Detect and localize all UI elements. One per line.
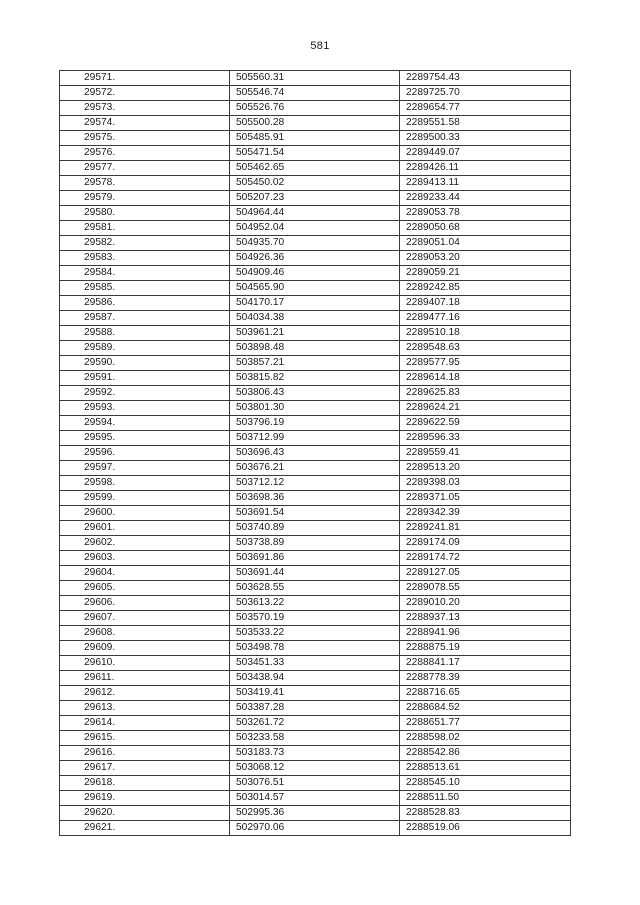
table-row <box>60 221 571 236</box>
northing-cell: 2288778.39 <box>400 671 571 686</box>
table-row <box>60 416 571 431</box>
point-number-cell: 29596. <box>60 446 230 461</box>
easting-cell: 504909.46 <box>230 266 400 281</box>
northing-cell: 2288941.96 <box>400 626 571 641</box>
northing-cell: 2288598.02 <box>400 731 571 746</box>
table-row <box>60 821 571 836</box>
northing-cell: 2288875.19 <box>400 641 571 656</box>
table-row <box>60 176 571 191</box>
table-row <box>60 671 571 686</box>
table-row <box>60 551 571 566</box>
easting-cell: 502995.36 <box>230 806 400 821</box>
easting-cell: 503570.19 <box>230 611 400 626</box>
point-number-cell: 29587. <box>60 311 230 326</box>
easting-cell: 503815.82 <box>230 371 400 386</box>
northing-cell: 2289625.83 <box>400 386 571 401</box>
northing-cell: 2289174.09 <box>400 536 571 551</box>
point-number-cell: 29616. <box>60 746 230 761</box>
easting-cell: 503801.30 <box>230 401 400 416</box>
table-row <box>60 251 571 266</box>
northing-cell: 2289725.70 <box>400 86 571 101</box>
easting-cell: 503068.12 <box>230 761 400 776</box>
easting-cell: 503806.43 <box>230 386 400 401</box>
northing-cell: 2289477.16 <box>400 311 571 326</box>
table-row <box>60 86 571 101</box>
point-number-cell: 29586. <box>60 296 230 311</box>
northing-cell: 2289050.68 <box>400 221 571 236</box>
table-row <box>60 686 571 701</box>
northing-cell: 2289053.20 <box>400 251 571 266</box>
northing-cell: 2288684.52 <box>400 701 571 716</box>
point-number-cell: 29589. <box>60 341 230 356</box>
easting-cell: 503740.89 <box>230 521 400 536</box>
table-row <box>60 461 571 476</box>
table-row <box>60 566 571 581</box>
easting-cell: 503076.51 <box>230 776 400 791</box>
northing-cell: 2289413.11 <box>400 176 571 191</box>
easting-cell: 505450.02 <box>230 176 400 191</box>
northing-cell: 2289577.95 <box>400 356 571 371</box>
easting-cell: 503451.33 <box>230 656 400 671</box>
easting-cell: 504935.70 <box>230 236 400 251</box>
page-number: 581 <box>310 40 330 52</box>
northing-cell: 2288528.83 <box>400 806 571 821</box>
point-number-cell: 29574. <box>60 116 230 131</box>
easting-cell: 504034.38 <box>230 311 400 326</box>
easting-cell: 504170.17 <box>230 296 400 311</box>
table-row <box>60 596 571 611</box>
point-number-cell: 29609. <box>60 641 230 656</box>
easting-cell: 505500.28 <box>230 116 400 131</box>
table-row <box>60 806 571 821</box>
easting-cell: 503261.72 <box>230 716 400 731</box>
table-row <box>60 236 571 251</box>
point-number-cell: 29604. <box>60 566 230 581</box>
point-number-cell: 29590. <box>60 356 230 371</box>
easting-cell: 503691.54 <box>230 506 400 521</box>
northing-cell: 2289059.21 <box>400 266 571 281</box>
northing-cell: 2288841.17 <box>400 656 571 671</box>
easting-cell: 503857.21 <box>230 356 400 371</box>
northing-cell: 2289053.78 <box>400 206 571 221</box>
easting-cell: 503014.57 <box>230 791 400 806</box>
northing-cell: 2289754.43 <box>400 71 571 86</box>
northing-cell: 2289548.63 <box>400 341 571 356</box>
table-row <box>60 371 571 386</box>
point-number-cell: 29611. <box>60 671 230 686</box>
table-row <box>60 746 571 761</box>
easting-cell: 503691.44 <box>230 566 400 581</box>
table-row <box>60 431 571 446</box>
table-row <box>60 581 571 596</box>
point-number-cell: 29599. <box>60 491 230 506</box>
easting-cell: 503419.41 <box>230 686 400 701</box>
table-row <box>60 491 571 506</box>
table-row <box>60 506 571 521</box>
point-number-cell: 29575. <box>60 131 230 146</box>
point-number-cell: 29576. <box>60 146 230 161</box>
point-number-cell: 29597. <box>60 461 230 476</box>
point-number-cell: 29594. <box>60 416 230 431</box>
point-number-cell: 29591. <box>60 371 230 386</box>
table-row <box>60 116 571 131</box>
easting-cell: 505462.65 <box>230 161 400 176</box>
northing-cell: 2289513.20 <box>400 461 571 476</box>
point-number-cell: 29605. <box>60 581 230 596</box>
point-number-cell: 29602. <box>60 536 230 551</box>
table-row <box>60 776 571 791</box>
point-number-cell: 29583. <box>60 251 230 266</box>
northing-cell: 2289622.59 <box>400 416 571 431</box>
table-row <box>60 281 571 296</box>
northing-cell: 2289510.18 <box>400 326 571 341</box>
northing-cell: 2288651.77 <box>400 716 571 731</box>
easting-cell: 503898.48 <box>230 341 400 356</box>
point-number-cell: 29619. <box>60 791 230 806</box>
table-row <box>60 611 571 626</box>
table-row <box>60 446 571 461</box>
northing-cell: 2289342.39 <box>400 506 571 521</box>
easting-cell: 503712.12 <box>230 476 400 491</box>
northing-cell: 2289051.04 <box>400 236 571 251</box>
point-number-cell: 29592. <box>60 386 230 401</box>
point-number-cell: 29606. <box>60 596 230 611</box>
table-row <box>60 146 571 161</box>
northing-cell: 2288511.50 <box>400 791 571 806</box>
point-number-cell: 29598. <box>60 476 230 491</box>
point-number-cell: 29614. <box>60 716 230 731</box>
easting-cell: 503387.28 <box>230 701 400 716</box>
point-number-cell: 29620. <box>60 806 230 821</box>
easting-cell: 503438.94 <box>230 671 400 686</box>
northing-cell: 2289078.55 <box>400 581 571 596</box>
easting-cell: 503738.89 <box>230 536 400 551</box>
table-row <box>60 266 571 281</box>
point-number-cell: 29580. <box>60 206 230 221</box>
northing-cell: 2289407.18 <box>400 296 571 311</box>
easting-cell: 503796.19 <box>230 416 400 431</box>
easting-cell: 504565.90 <box>230 281 400 296</box>
table-row <box>60 311 571 326</box>
easting-cell: 504952.04 <box>230 221 400 236</box>
northing-cell: 2289500.33 <box>400 131 571 146</box>
northing-cell: 2289559.41 <box>400 446 571 461</box>
northing-cell: 2289241.81 <box>400 521 571 536</box>
table-row <box>60 731 571 746</box>
point-number-cell: 29613. <box>60 701 230 716</box>
table-row <box>60 131 571 146</box>
table-row <box>60 326 571 341</box>
easting-cell: 503676.21 <box>230 461 400 476</box>
easting-cell: 503233.58 <box>230 731 400 746</box>
table-row <box>60 341 571 356</box>
table-row <box>60 101 571 116</box>
easting-cell: 505471.54 <box>230 146 400 161</box>
northing-cell: 2289654.77 <box>400 101 571 116</box>
table-row <box>60 641 571 656</box>
point-number-cell: 29585. <box>60 281 230 296</box>
easting-cell: 503698.36 <box>230 491 400 506</box>
point-number-cell: 29573. <box>60 101 230 116</box>
point-number-cell: 29608. <box>60 626 230 641</box>
table-row <box>60 356 571 371</box>
easting-cell: 503961.21 <box>230 326 400 341</box>
point-number-cell: 29595. <box>60 431 230 446</box>
easting-cell: 503533.22 <box>230 626 400 641</box>
point-number-cell: 29618. <box>60 776 230 791</box>
table-row <box>60 701 571 716</box>
easting-cell: 504926.36 <box>230 251 400 266</box>
table-row <box>60 71 571 86</box>
point-number-cell: 29584. <box>60 266 230 281</box>
point-number-cell: 29577. <box>60 161 230 176</box>
northing-cell: 2288513.61 <box>400 761 571 776</box>
northing-cell: 2288542.86 <box>400 746 571 761</box>
northing-cell: 2289614.18 <box>400 371 571 386</box>
coordinate-table-body <box>60 71 571 836</box>
easting-cell: 503712.99 <box>230 431 400 446</box>
northing-cell: 2289398.03 <box>400 476 571 491</box>
point-number-cell: 29582. <box>60 236 230 251</box>
table-row <box>60 401 571 416</box>
northing-cell: 2289010.20 <box>400 596 571 611</box>
point-number-cell: 29600. <box>60 506 230 521</box>
point-number-cell: 29621. <box>60 821 230 836</box>
northing-cell: 2289174.72 <box>400 551 571 566</box>
easting-cell: 503498.78 <box>230 641 400 656</box>
point-number-cell: 29588. <box>60 326 230 341</box>
easting-cell: 503628.55 <box>230 581 400 596</box>
point-number-cell: 29572. <box>60 86 230 101</box>
easting-cell: 503696.43 <box>230 446 400 461</box>
table-row <box>60 761 571 776</box>
northing-cell: 2289449.07 <box>400 146 571 161</box>
table-row <box>60 206 571 221</box>
point-number-cell: 29615. <box>60 731 230 746</box>
easting-cell: 505560.31 <box>230 71 400 86</box>
easting-cell: 505546.74 <box>230 86 400 101</box>
table-row <box>60 626 571 641</box>
northing-cell: 2289233.44 <box>400 191 571 206</box>
point-number-cell: 29571. <box>60 71 230 86</box>
northing-cell: 2288716.65 <box>400 686 571 701</box>
table-row <box>60 656 571 671</box>
easting-cell: 503613.22 <box>230 596 400 611</box>
northing-cell: 2289596.33 <box>400 431 571 446</box>
point-number-cell: 29601. <box>60 521 230 536</box>
northing-cell: 2288545.10 <box>400 776 571 791</box>
northing-cell: 2289624.21 <box>400 401 571 416</box>
point-number-cell: 29607. <box>60 611 230 626</box>
northing-cell: 2289551.58 <box>400 116 571 131</box>
point-number-cell: 29603. <box>60 551 230 566</box>
northing-cell: 2289242.85 <box>400 281 571 296</box>
easting-cell: 503691.86 <box>230 551 400 566</box>
table-row <box>60 191 571 206</box>
table-row <box>60 521 571 536</box>
coordinate-table <box>59 70 571 836</box>
northing-cell: 2289371.05 <box>400 491 571 506</box>
northing-cell: 2288937.13 <box>400 611 571 626</box>
easting-cell: 505207.23 <box>230 191 400 206</box>
easting-cell: 503183.73 <box>230 746 400 761</box>
easting-cell: 504964.44 <box>230 206 400 221</box>
easting-cell: 505485.91 <box>230 131 400 146</box>
easting-cell: 502970.06 <box>230 821 400 836</box>
table-row <box>60 716 571 731</box>
table-row <box>60 386 571 401</box>
point-number-cell: 29612. <box>60 686 230 701</box>
table-row <box>60 296 571 311</box>
table-row <box>60 536 571 551</box>
table-row <box>60 161 571 176</box>
point-number-cell: 29581. <box>60 221 230 236</box>
northing-cell: 2289426.11 <box>400 161 571 176</box>
point-number-cell: 29610. <box>60 656 230 671</box>
table-row <box>60 791 571 806</box>
point-number-cell: 29579. <box>60 191 230 206</box>
table-row <box>60 476 571 491</box>
point-number-cell: 29578. <box>60 176 230 191</box>
point-number-cell: 29617. <box>60 761 230 776</box>
point-number-cell: 29593. <box>60 401 230 416</box>
easting-cell: 505526.76 <box>230 101 400 116</box>
northing-cell: 2288519.06 <box>400 821 571 836</box>
northing-cell: 2289127.05 <box>400 566 571 581</box>
